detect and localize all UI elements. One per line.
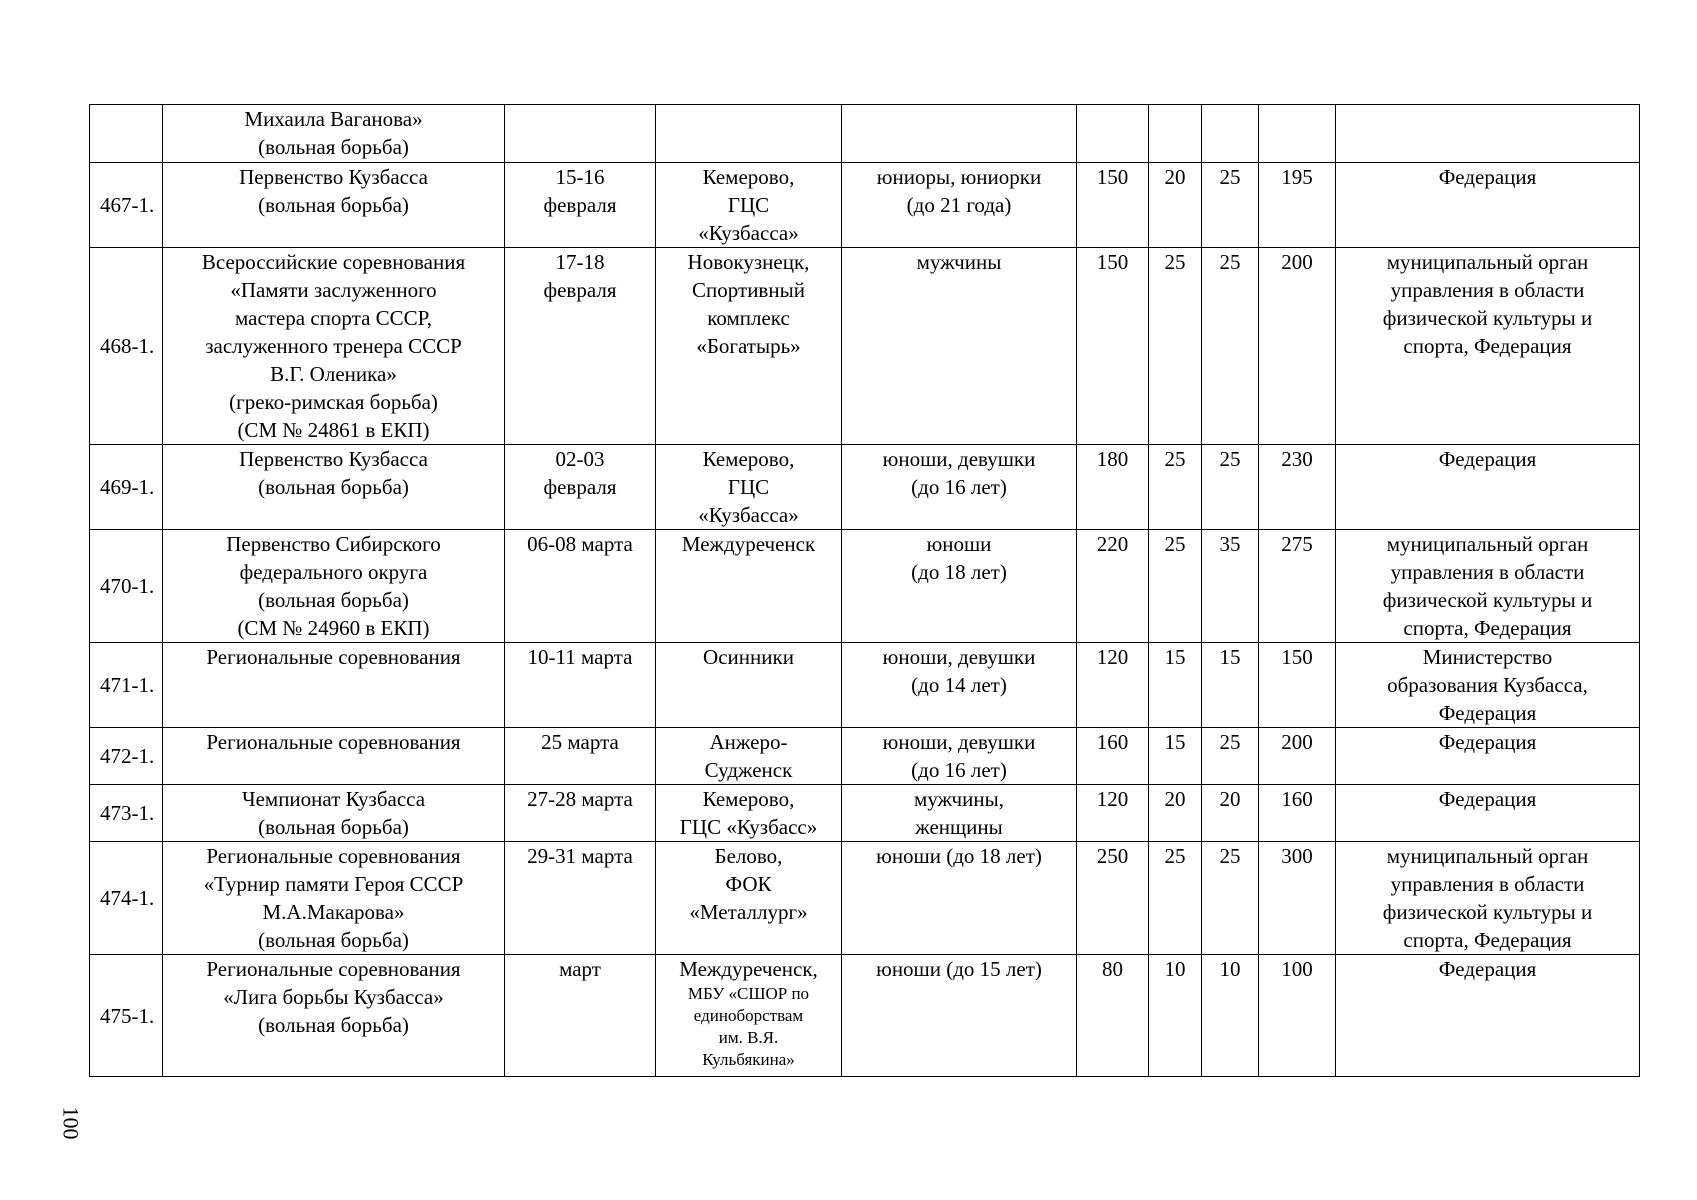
organizer: муниципальный орган управления в области физической культуры и спорта, Федерация bbox=[1336, 842, 1640, 955]
count-2: 25 bbox=[1149, 842, 1202, 955]
table-row bbox=[90, 445, 1640, 530]
row-number: 474-1. bbox=[90, 842, 163, 955]
page-number: 100 bbox=[58, 1106, 84, 1140]
count-2: 20 bbox=[1149, 785, 1202, 842]
event-name: Региональные соревнования bbox=[163, 728, 505, 785]
table-row bbox=[90, 785, 1640, 842]
count-1: 80 bbox=[1077, 955, 1149, 1077]
table-row bbox=[90, 955, 1640, 1077]
participants: юноши (до 18 лет) bbox=[842, 530, 1077, 643]
event-place: Белово, ФОК «Металлург» bbox=[656, 842, 842, 955]
organizer: Федерация bbox=[1336, 728, 1640, 785]
row-number bbox=[90, 105, 163, 163]
event-dates: 27-28 марта bbox=[505, 785, 656, 842]
count-2: 15 bbox=[1149, 728, 1202, 785]
row-number: 468-1. bbox=[90, 248, 163, 445]
count-3: 20 bbox=[1202, 785, 1259, 842]
count-3: 10 bbox=[1202, 955, 1259, 1077]
row-number: 475-1. bbox=[90, 955, 163, 1077]
count-total: 100 bbox=[1259, 955, 1336, 1077]
event-name: Первенство Кузбасса (вольная борьба) bbox=[163, 163, 505, 248]
participants: юниоры, юниорки (до 21 года) bbox=[842, 163, 1077, 248]
event-place: Новокузнецк, Спортивный комплекс «Богатырь» bbox=[656, 248, 842, 445]
event-dates bbox=[505, 105, 656, 163]
count-total: 230 bbox=[1259, 445, 1336, 530]
event-name: Чемпионат Кузбасса (вольная борьба) bbox=[163, 785, 505, 842]
participants bbox=[842, 105, 1077, 163]
event-name: Первенство Кузбасса (вольная борьба) bbox=[163, 445, 505, 530]
table-row bbox=[90, 530, 1640, 643]
count-2 bbox=[1149, 105, 1202, 163]
event-name: Региональные соревнования «Лига борьбы Кузбасса» (вольная борьба) bbox=[163, 955, 505, 1077]
count-2: 10 bbox=[1149, 955, 1202, 1077]
event-place: Кемерово, ГЦС «Кузбасс» bbox=[656, 785, 842, 842]
organizer: муниципальный орган управления в области физической культуры и спорта, Федерация bbox=[1336, 248, 1640, 445]
count-3: 25 bbox=[1202, 163, 1259, 248]
row-number: 472-1. bbox=[90, 728, 163, 785]
count-1: 180 bbox=[1077, 445, 1149, 530]
participants: юноши (до 15 лет) bbox=[842, 955, 1077, 1077]
table-row bbox=[90, 728, 1640, 785]
event-place-main: Междуреченск, bbox=[679, 957, 818, 981]
count-3 bbox=[1202, 105, 1259, 163]
event-place bbox=[656, 105, 842, 163]
organizer: Федерация bbox=[1336, 445, 1640, 530]
count-2: 15 bbox=[1149, 643, 1202, 728]
table-row bbox=[90, 163, 1640, 248]
participants: юноши, девушки (до 14 лет) bbox=[842, 643, 1077, 728]
count-3: 15 bbox=[1202, 643, 1259, 728]
participants: мужчины bbox=[842, 248, 1077, 445]
organizer: Федерация bbox=[1336, 955, 1640, 1077]
count-1: 250 bbox=[1077, 842, 1149, 955]
event-dates: 10-11 марта bbox=[505, 643, 656, 728]
table-row bbox=[90, 643, 1640, 728]
count-3: 25 bbox=[1202, 248, 1259, 445]
event-dates: 29-31 марта bbox=[505, 842, 656, 955]
count-3: 25 bbox=[1202, 842, 1259, 955]
count-total: 195 bbox=[1259, 163, 1336, 248]
count-2: 25 bbox=[1149, 530, 1202, 643]
row-number: 473-1. bbox=[90, 785, 163, 842]
count-total: 200 bbox=[1259, 248, 1336, 445]
count-total bbox=[1259, 105, 1336, 163]
event-dates: 25 марта bbox=[505, 728, 656, 785]
count-total: 200 bbox=[1259, 728, 1336, 785]
count-3: 25 bbox=[1202, 728, 1259, 785]
event-place-detail: МБУ «СШОР по единоборствам им. В.Я. Кульбякина» bbox=[687, 984, 810, 1069]
table-row bbox=[90, 842, 1640, 955]
count-1: 160 bbox=[1077, 728, 1149, 785]
row-number: 471-1. bbox=[90, 643, 163, 728]
count-total: 300 bbox=[1259, 842, 1336, 955]
table-body bbox=[90, 105, 1640, 1077]
count-2: 25 bbox=[1149, 445, 1202, 530]
organizer: Федерация bbox=[1336, 785, 1640, 842]
event-place: Осинники bbox=[656, 643, 842, 728]
event-dates: 02-03 февраля bbox=[505, 445, 656, 530]
participants: юноши, девушки (до 16 лет) bbox=[842, 728, 1077, 785]
event-place: Междуреченск bbox=[656, 530, 842, 643]
event-name: Региональные соревнования bbox=[163, 643, 505, 728]
count-total: 160 bbox=[1259, 785, 1336, 842]
event-dates: 15-16 февраля bbox=[505, 163, 656, 248]
event-name: Первенство Сибирского федерального округа (вольная борьба) (СМ № 24960 в ЕКП) bbox=[163, 530, 505, 643]
event-name: Региональные соревнования «Турнир памяти Героя СССР М.А.Макарова» (вольная борьба) bbox=[163, 842, 505, 955]
count-2: 25 bbox=[1149, 248, 1202, 445]
event-name: Всероссийские соревнования «Памяти заслуженного мастера спорта СССР, заслуженного тренера СССР В.Г. Оленика» (греко-римская борьба) (СМ № 24861 в ЕКП) bbox=[163, 248, 505, 445]
count-1: 120 bbox=[1077, 785, 1149, 842]
competition-schedule-table bbox=[89, 104, 1640, 1077]
participants: юноши, девушки (до 16 лет) bbox=[842, 445, 1077, 530]
count-1: 120 bbox=[1077, 643, 1149, 728]
count-1: 150 bbox=[1077, 163, 1149, 248]
event-name: Михаила Ваганова» (вольная борьба) bbox=[163, 105, 505, 163]
event-place: Кемерово, ГЦС «Кузбасса» bbox=[656, 445, 842, 530]
count-1 bbox=[1077, 105, 1149, 163]
organizer: Министерство образования Кузбасса, Федерация bbox=[1336, 643, 1640, 728]
event-place: Кемерово, ГЦС «Кузбасса» bbox=[656, 163, 842, 248]
organizer bbox=[1336, 105, 1640, 163]
participants: мужчины, женщины bbox=[842, 785, 1077, 842]
event-place bbox=[656, 955, 842, 1077]
count-2: 20 bbox=[1149, 163, 1202, 248]
row-number: 467-1. bbox=[90, 163, 163, 248]
organizer: муниципальный орган управления в области физической культуры и спорта, Федерация bbox=[1336, 530, 1640, 643]
table-row bbox=[90, 248, 1640, 445]
event-dates: март bbox=[505, 955, 656, 1077]
row-number: 469-1. bbox=[90, 445, 163, 530]
count-3: 35 bbox=[1202, 530, 1259, 643]
table-row bbox=[90, 105, 1640, 163]
event-dates: 17-18 февраля bbox=[505, 248, 656, 445]
row-number: 470-1. bbox=[90, 530, 163, 643]
participants: юноши (до 18 лет) bbox=[842, 842, 1077, 955]
count-3: 25 bbox=[1202, 445, 1259, 530]
count-total: 150 bbox=[1259, 643, 1336, 728]
event-dates: 06-08 марта bbox=[505, 530, 656, 643]
count-1: 150 bbox=[1077, 248, 1149, 445]
event-place: Анжеро- Судженск bbox=[656, 728, 842, 785]
count-total: 275 bbox=[1259, 530, 1336, 643]
organizer: Федерация bbox=[1336, 163, 1640, 248]
count-1: 220 bbox=[1077, 530, 1149, 643]
